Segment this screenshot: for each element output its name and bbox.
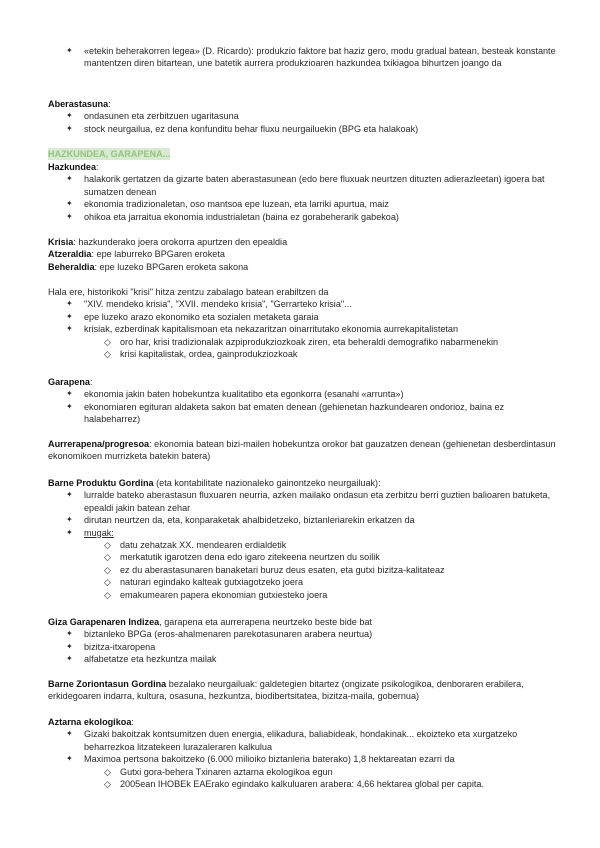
paragraph: Giza Garapenaren Indizea, garapena eta aurrerapena neurtzeko beste bide bat xyxy=(48,617,373,627)
sub-list-item: ◇ Gutxi gora-behera Txinaren aztarna ekologikoa egun xyxy=(104,766,333,777)
diamond-icon: ◇ xyxy=(104,577,111,588)
list-item: ✦ ondasunen eta zerbitzuen ugaritasuna xyxy=(66,111,239,122)
paragraph: Barne Produktu Gordina (eta kontabilitate nazionaleko gainontzeko neurgailuak): xyxy=(48,478,381,488)
bullet-icon: ✦ xyxy=(66,515,73,525)
bullet-icon: ✦ xyxy=(66,729,73,739)
definitions-section xyxy=(48,236,558,273)
aztarna-section xyxy=(48,716,558,790)
diamond-icon: ◇ xyxy=(104,564,111,575)
bullet-icon: ✦ xyxy=(66,46,73,55)
diamond-icon: ◇ xyxy=(104,552,111,563)
diamond-icon: ◇ xyxy=(104,779,111,790)
bullet-icon: ✦ xyxy=(66,211,73,221)
list-item: ✦ dirutan neurtzen da, eta, konparaketak ahalbidetzeko, biztanleriarekin erkatzen da xyxy=(66,515,415,526)
bullet-icon: ✦ xyxy=(66,401,73,411)
bullet-icon: ✦ xyxy=(66,111,73,121)
bullet-icon: ✦ xyxy=(66,629,73,639)
bullet-icon: ✦ xyxy=(66,199,73,209)
list-item: ✦ Gizaki bakoitzak kontsumitzen duen energia, elikadura, baliabideak, hondakinak... ekoizteko eta xurgatzeko beharrezkoa litzatekeen lurazaleraren kalkulua xyxy=(66,729,518,752)
list-item: ✦ ekonomia tradizionaletan, oso mantsoa epe luzean, eta larriki apurtua, maiz xyxy=(66,199,389,210)
sub-list-item: ◇ oro har, krisi tradizionalak azpiprodukziozkoak ziren, eta beheraldi demografiko nabarmenekin xyxy=(104,336,499,347)
hazkundea-section xyxy=(48,161,558,223)
term-heading: Garapena: xyxy=(48,377,93,387)
sub-list-item: ◇ datu zehatzak XX. mendearen erdialdetik xyxy=(104,540,287,551)
sub-list-item: ◇ krisi kapitalistak, ordea, gainprodukziozkoak xyxy=(104,349,298,360)
list-item: ✦ ekonomiaren egituran aldaketa sakon bat ematen denean (gehienetan hazkundearen ondorioz, baina ez halabeharrez) xyxy=(66,401,505,425)
sub-list-item: ◇ emakumearen papera ekonomian gutxiesteko joera xyxy=(104,589,328,600)
bullet-icon: ✦ xyxy=(66,299,73,309)
term-heading: Aztarna ekologikoa: xyxy=(48,717,134,727)
list-item: ✦ mugak: xyxy=(66,527,114,538)
paragraph: Hala ere, historikoki "krisi" hitza zentzu zabalago batean erabiltzen da xyxy=(48,287,329,297)
list-item: ✦ lurralde bateko aberastasun fluxuaren neurria, azken mailako ondasun eta zerbitzu berri guztien balioaren batuketa, epealdi jakin batean zehar xyxy=(66,490,551,513)
aurrerapena-section xyxy=(48,438,558,463)
bpg-section xyxy=(48,477,558,601)
list-item: ✦ krisiak, ezberdinak kapitalismoan eta nekazaritzan oinarritutako ekonomia aurrekapitalistetan xyxy=(66,324,459,335)
diamond-icon: ◇ xyxy=(104,540,111,551)
sub-list-item: ◇ merkatutik igarotzen dena edo igaro zitekeena neurtzen du soilik xyxy=(104,552,380,563)
term-heading: Hazkundea: xyxy=(48,162,99,172)
bullet-icon: ✦ xyxy=(66,389,73,399)
giza-section xyxy=(48,616,558,666)
paragraph: Aurrerapena/progresoa: ekonomia batean bizi-mailen hobekuntza orokor bat gauzatzen denean (gehienetan desberdintasun ekonomikoen murrizketa batekin batera) xyxy=(48,439,556,462)
list-item: ✦ alfabetatze eta hezkuntza mailak xyxy=(66,654,217,665)
diamond-icon: ◇ xyxy=(104,766,111,777)
definition-atzeraldia: Atzeraldia: epe laburreko BPGaren eroketa xyxy=(48,249,225,260)
diamond-icon: ◇ xyxy=(104,589,111,600)
bullet-icon: ✦ xyxy=(66,527,73,537)
list-item: ✦ bizitza-itxaropena xyxy=(66,641,156,652)
list-item: ✦ ekonomia jakin baten hobekuntza kualitatibo eta egonkorra (esanahi «arrunta») xyxy=(66,389,404,400)
term-heading: Aberastasuna: xyxy=(48,99,111,109)
diamond-icon: ◇ xyxy=(104,349,111,360)
definition-beheraldia: Beheraldia: epe luzeko BPGaren eroketa sakona xyxy=(48,261,249,272)
list-item: ✦ biztanleko BPGa (eros-ahalmenaren parekotasunaren arabera neurtua) xyxy=(66,629,373,640)
sub-list-item: ◇ ez du aberastasunaren banaketari buruz deus esaten, eta gutxi bizitza-kalitateaz xyxy=(104,564,445,575)
list-item: ✦ stock neurgailua, ez dena konfunditu behar fluxu neurgailuekin (BPG eta halakoak) xyxy=(66,123,419,134)
paragraph: Barne Zoriontasun Gordina bezalako neurgailuak: galdetegien bitartez (ongizate psikologikoa, denboraren erabilera, erkidegoaren indarra, kultura, osasuna, hezkuntza, biodibertsitatea, bizitza-maila, gobernua) xyxy=(48,679,524,702)
list-item: ✦ halakorik gertatzen da gizarte baten aberastasunean (edo bere fluxuak neurtzen dituzten adierazleetan) igoera bat sumatzen denean xyxy=(66,174,545,197)
bullet-icon: ✦ xyxy=(66,174,73,184)
section-heading xyxy=(48,148,558,160)
krisi-section xyxy=(48,286,558,360)
list-item: ✦ ohikoa eta jarraitua ekonomia industrialetan (baina ez gorabeherarik gabekoa) xyxy=(66,211,399,222)
garapena-section xyxy=(48,376,558,426)
definition-krisia: Krisia: hazkunderako joera orokorra apurtzen den epealdia xyxy=(48,237,288,247)
zoriontasun-section xyxy=(48,678,558,703)
bullet-icon: ✦ xyxy=(66,641,73,651)
list-item: ✦ "XIV. mendeko krisia", "XVII. mendeko krisia", "Gerrarteko krisia"... xyxy=(66,299,352,310)
bullet-icon: ✦ xyxy=(66,311,73,321)
aberastasuna-section xyxy=(48,98,558,135)
list-item: ✦ «etekin beherakorren legea» (D. Ricardo): produkzio faktore bat haziz gero, modu gradual batean, besteak konstante mantentzen diren bitartean, une batetik aurrera produkzioaren hazkundea txikiagoa bihurtzen joango da xyxy=(66,46,556,69)
sub-list-item: ◇ 2005ean IHOBEk EAErako egindako kalkuluaren arabera: 4,66 hektarea global per capita. xyxy=(104,779,484,790)
bullet-icon: ✦ xyxy=(66,754,73,764)
list-item: ✦ Maximoa pertsona bakoitzeko (6.000 milioiko biztanleria baterako) 1,8 hektareatan ezarri da xyxy=(66,754,455,765)
section-title: HAZKUNDEA, GARAPENA... xyxy=(48,149,171,159)
bullet-icon: ✦ xyxy=(66,654,73,664)
bullet-icon: ✦ xyxy=(66,490,73,500)
sub-list-item: ◇ naturari egindako kalteak gutxiagotzeko joera xyxy=(104,577,304,588)
list-item: ✦ epe luzeko arazo ekonomiko eta sozialen metaketa garaia xyxy=(66,311,319,322)
intro-section xyxy=(48,45,558,70)
bullet-icon: ✦ xyxy=(66,123,73,133)
bullet-icon: ✦ xyxy=(66,324,73,334)
diamond-icon: ◇ xyxy=(104,336,111,347)
